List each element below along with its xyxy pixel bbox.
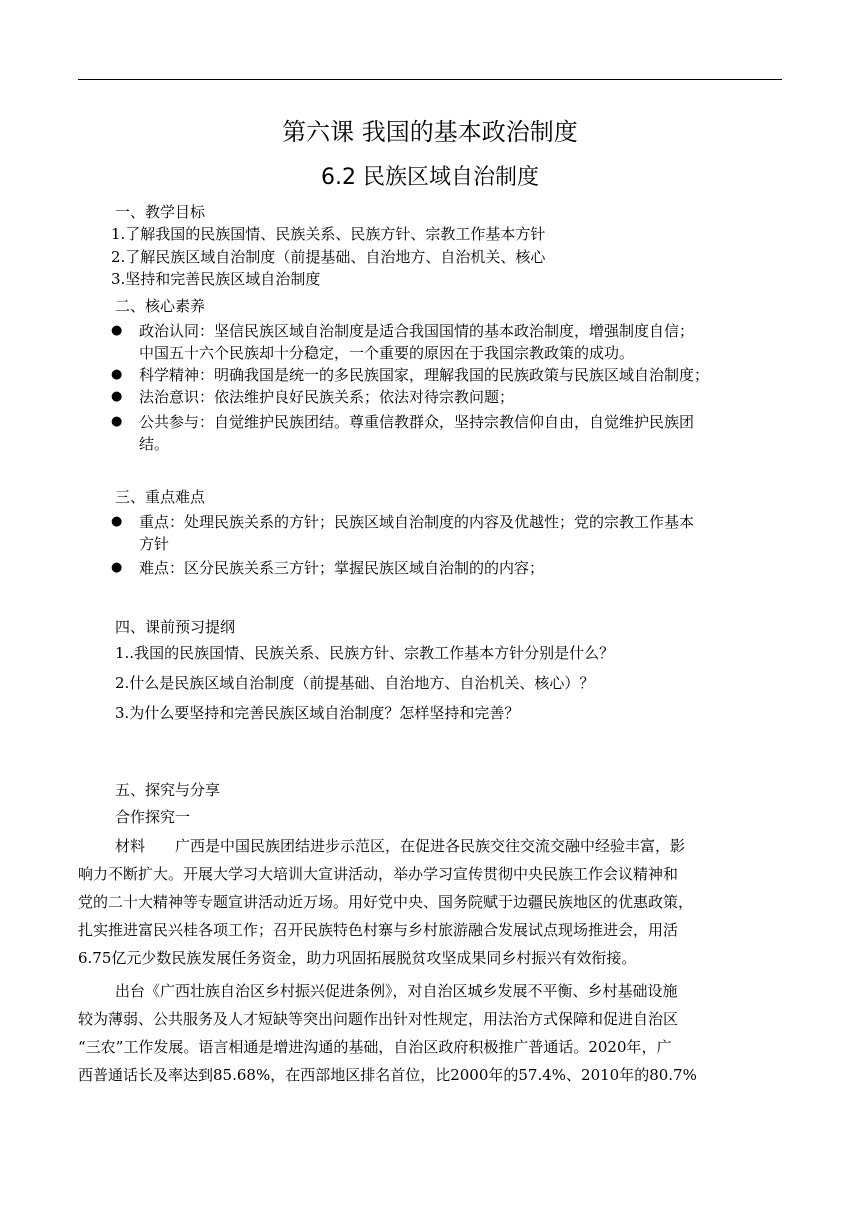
sub-heading-cooperation: 合作探究一	[115, 808, 191, 826]
lesson-title: 第六课 我国的基本政治制度	[282, 118, 578, 146]
bullet-dot-icon: ●	[111, 323, 123, 338]
preview-question: 2.什么是民族区域自治制度（前提基础、自治地方、自治机关、核心）？	[115, 674, 595, 692]
bullet-dot-icon: ●	[111, 514, 123, 529]
bullet-text: 方针	[139, 535, 170, 553]
heading-preview-outline: 四、课前预习提纲	[115, 618, 236, 636]
bullet-text: 公共参与：自觉维护民族团结。尊重信教群众，坚持宗教信仰自由，自觉维护民族团	[139, 413, 695, 431]
bullet-dot-icon: ●	[111, 414, 123, 429]
section-title: 6.2 民族区域自治制度	[321, 165, 539, 190]
material-line: 响力不断扩大。开展大学习大培训大宣讲活动，举办学习宣传贯彻中央民族工作会议精神和	[78, 865, 679, 883]
preview-question: 1..我国的民族国情、民族关系、民族方针、宗教工作基本方针分别是什么？	[115, 644, 615, 662]
heading-core-literacy: 二、核心素养	[115, 297, 206, 315]
material-line: 材料 广西是中国民族团结进步示范区，在促进各民族交往交流交融中经验丰富，影	[115, 837, 686, 855]
bullet-text: 中国五十六个民族却十分稳定，一个重要的原因在于我国宗教政策的成功。	[139, 344, 635, 362]
bullet-text: 政治认同：坚信民族区域自治制度是适合我国国情的基本政治制度，增强制度自信；	[139, 322, 695, 340]
heading-explore-share: 五、探究与分享	[115, 781, 221, 799]
goal-item: 3.坚持和完善民族区域自治制度	[111, 270, 321, 288]
material-line: 出台《广西壮族自治区乡村振兴促进条例》，对自治区城乡发展不平衡、乡村基础设施	[115, 982, 678, 1000]
material-line: 扎实推进富民兴桂各项工作；召开民族特色村寨与乡村旅游融合发展试点现场推进会，用活	[78, 921, 679, 939]
material-line: 西普通话长及率达到85.68%，在西部地区排名首位，比2000年的57.4%、2010年的80.7%	[78, 1066, 697, 1084]
heading-teaching-goals: 一、教学目标	[115, 203, 206, 221]
heading-key-points: 三、重点难点	[115, 488, 206, 506]
goal-item: 1.了解我国的民族国情、民族关系、民族方针、宗教工作基本方针	[111, 225, 546, 243]
bullet-dot-icon: ●	[111, 560, 123, 575]
bullet-dot-icon: ●	[111, 389, 123, 404]
header-rule	[78, 79, 782, 80]
bullet-text: 难点：区分民族关系三方针；掌握民族区域自治制的的内容；	[139, 559, 545, 577]
bullet-text: 结。	[139, 435, 170, 453]
material-line: 党的二十大精神等专题宣讲活动近万场。用好党中央、国务院赋于边疆民族地区的优惠政策，	[78, 893, 694, 911]
goal-item: 2.了解民族区域自治制度（前提基础、自治地方、自治机关、核心	[111, 248, 546, 266]
bullet-text: 法治意识：依法维护良好民族关系；依法对待宗教问题；	[139, 388, 515, 406]
material-line: “三农”工作发展。语言相通是增进沟通的基础，自治区政府积极推广普通话。2020年，广	[78, 1038, 672, 1056]
material-line: 较为薄弱、公共服务及人才短缺等突出问题作出针对性规定，用法治方式保障和促进自治区	[78, 1010, 679, 1028]
bullet-dot-icon: ●	[111, 367, 123, 382]
material-line: 6.75亿元少数民族发展任务资金，助力巩固拓展脱贫攻坚成果同乡村振兴有效衔接。	[78, 949, 637, 967]
bullet-text: 科学精神：明确我国是统一的多民族国家，理解我国的民族政策与民族区域自治制度；	[139, 366, 710, 384]
preview-question: 3.为什么要坚持和完善民族区域自治制度？怎样坚持和完善？	[115, 704, 520, 722]
bullet-text: 重点：处理民族关系的方针；民族区域自治制度的内容及优越性；党的宗教工作基本	[139, 513, 695, 531]
